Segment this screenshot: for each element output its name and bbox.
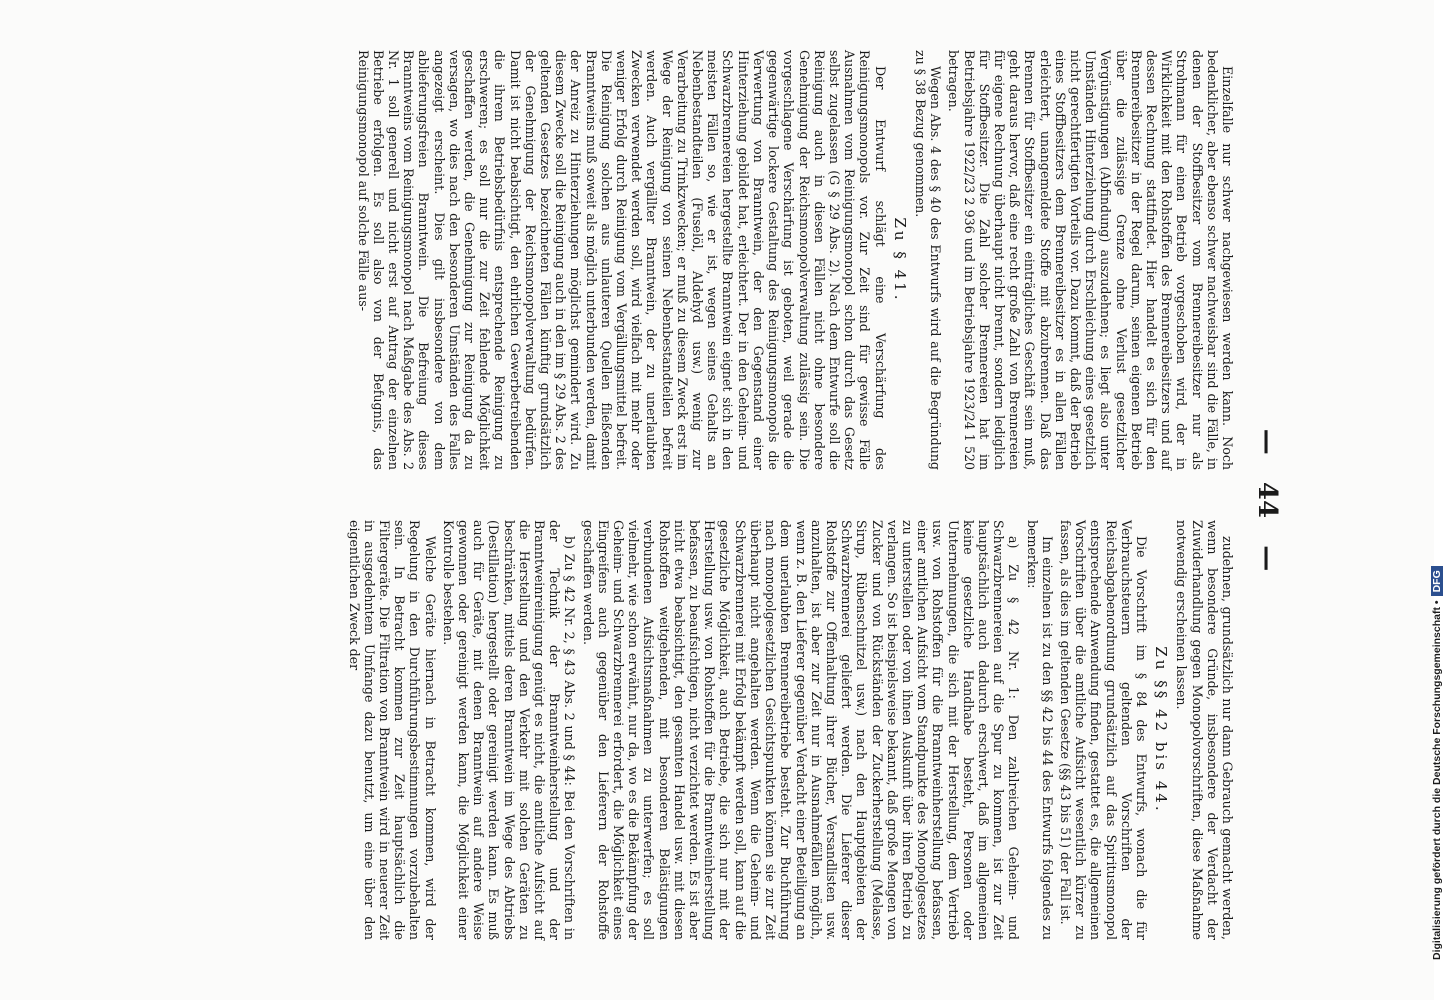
page-header — [1239, 50, 1295, 950]
section-heading: Zu § 41. — [890, 217, 909, 303]
page-number: 44 — [1252, 481, 1282, 519]
paragraph: zudehnen, grundsätzlich nur dann Gebrauch gemacht werden, wenn besondere Gründe, insbesondere der Verdacht der Zuwiderhandlung gegen Monopolvorschriften, diese Maßnahme notwendig erscheinen lassen. — [1174, 520, 1235, 940]
paragraph: Wegen Abs. 4 des § 40 des Entwurfs wird auf die Begründung zu § 38 Bezug genommen. — [912, 50, 944, 470]
right-column — [343, 520, 1235, 940]
dfg-logo: DFG — [1431, 566, 1443, 596]
paragraph: Der Entwurf schlägt eine Verschärfung des Reinigungsmonopols vor. Zur Zeit sind für gewisse Fälle Ausnahmen vom Reinigungsmonopol schon durch das Gesetz selbst zugelassen (G § 29 Abs. 2). Nach dem Entwurfe soll die Reinigung auch in diesen Fällen nicht ohne besondere Genehmigung der Reichsmonopolverwaltung zulässig sein. Die vorgeschlagene Verschärfung ist geboten, weil gerade die gegenwärtige lockere Gestaltung des Reinigungsmonopols die Verwertung von Branntwein, der den Gegenstand einer Hinterziehung gebildet hat, erleichtert. Der in den Geheim- und Schwarzbrennereien hergestellte Branntwein eignet sich in den meisten Fällen so, wie er ist, wegen seines Gehalts an Nebenbestandteilen (Fuselöl, Aldehyd usw.) wenig zur Verarbeitung zu Trinkzwecken; er muß zu diesem Zweck erst im Wege der Reinigung von seinen Nebenbestandteilen befreit werden. Auch vergällter Branntwein, der zu unerlaubten Zwecken verwendet werden soll, wird vielfach mit mehr oder weniger Erfolg durch Reinigung vom Vergällungsmittel befreit. Die Reinigung solchen aus unlauteren Quellen fließenden Branntweins muß soweit als möglich unterbunden werden, damit der Anreiz zu Hinterziehungen möglichst gemindert wird. Zu diesem Zwecke soll die Reinigung auch in den im § 29 Abs. 2 des geltenden Gesetzes bezeichneten Fällen künftig grundsätzlich der Genehmigung der Reichsmonopolverwaltung bedürfen. Damit ist nicht beabsichtigt, den ehrlichen Gewerbetreibenden die ihrem Betriebsbedürfnis entsprechende Reinigung zu erschweren; es soll nur die zur Zeit fehlende Möglichkeit geschaffen werden, die Genehmigung zur Reinigung da zu versagen, wo dies nach den besonderen Umständen des Falles angezeigt erscheint. Dies gilt insbesondere von dem ablieferungsfreien Branntwein. Die Befreiung dieses Branntweins vom Reinigungsmonopol nach Maßgabe des Abs. 2 Nr. 1 soll generell und nicht erst auf Antrag der einzelnen Betriebe erfolgen. Es soll also von der Befugnis, das Reinigungsmonopol auf solche Fälle aus- — [355, 50, 888, 470]
digitization-credit — [1413, 20, 1443, 980]
credit-text: Digitalisierung gefördert durch die Deutsche Forschungsgemeinschaft • — [1431, 600, 1443, 960]
paragraph: Welche Geräte hiernach in Betracht kommen, wird der Regelung in den Durchführungsbestimmungen vorzubehalten sein. In Betracht kommen zur Zeit hauptsächlich die Filtergeräte. Die Filtration von Branntwein wird in neuerer Zeit in ausgedehntem Umfange dazu benutzt, um eine über den eigentlichen Zweck der — [346, 520, 438, 940]
credit-text-block — [1431, 20, 1443, 960]
paragraph: Im einzelnen ist zu den §§ 42 bis 44 des Entwurfs folgendes zu bemerken: — [1024, 520, 1055, 940]
paragraph: b) Zu § 42 Nr. 2, § 43 Abs. 2 und § 44: Bei den Vorschriften in der Technik der Branntweinherstellung und der Branntweinreinigung genügt es nicht, die amtliche Aufsicht auf die Herstellung und den Verkehr mit solchen Geräten zu beschränken, mittels deren Branntwein im Wege des Abtriebs (Destillation) hergestellt oder gereinigt werden kann. Es muß auch für Geräte, mit denen Branntwein auf andere Weise gewonnen oder gereinigt werden kann, die Möglichkeit einer Kontrolle bestehen. — [440, 520, 578, 940]
header-dash-right: — — [1252, 545, 1282, 572]
header-dash-left: — — [1252, 428, 1282, 455]
section-heading: Zu §§ 42 bis 44. — [1152, 646, 1171, 814]
paragraph: Einzelfalle nur schwer nachgewiesen werden kann. Noch bedenklicher, aber ebenso schwer nachweisbar sind die Fälle, in denen der Stoffbesitzer vom Brennereibesitzer nur als Strohmann für einen Betrieb vorgeschoben wird, der in Wirklichkeit mit den Rohstoffen des Brennereibesitzers und auf dessen Rechnung stattfindet. Hier handelt es sich für den Brennereibesitzer in der Regel darum, seinen eigenen Betrieb über die zulässige Grenze ohne Verlust gesetzlicher Vergünstigungen (Abfindung) auszudehnen; es liegt also unter Umständen Hinterziehung durch Erschleichung eines gesetzlich nicht gerechtfertigten Vorteils vor. Dazu kommt, daß der Betrieb eines Stoffbesitzers dem Brennereibesitzer es in allen Fällen erleichtert, unangemeldete Stoffe mit abzubrennen. Daß das Brennen für Stoffbesitzer ein einträgliches Geschäft sein muß, geht daraus hervor, daß eine recht große Zahl von Brennereien für eigene Rechnung überhaupt nicht brennt, sondern lediglich für Stoffbesitzer. Die Zahl solcher Brennereien hat im Betriebsjahre 1922/23 2 936 und im Betriebsjahre 1923/24 1 520 betragen. — [946, 50, 1235, 470]
paragraph: Die Vorschrift im § 84 des Entwurfs, wonach die für Verbrauchsteuern geltenden Vorschriften der Reichsabgabenordnung grundsätzlich auf das Spiritusmonopol entsprechende Anwendung finden, gestattet es, die allgemeinen Vorschriften über die amtliche Aufsicht wesentlich kürzer zu fassen, als dies im geltenden Gesetze (§§ 43 bis 51) der Fall ist. — [1057, 520, 1149, 940]
left-column — [352, 50, 1235, 470]
paragraph: a) Zu § 42 Nr. 1: Den zahlreichen Geheim- und Schwarzbrennereien auf die Spur zu kommen, ist zur Zeit hauptsächlich auch dadurch erschwert, daß im allgemeinen keine gesetzliche Handhabe besteht, Personen oder Unternehmungen, die sich mit der Herstellung, dem Vertrieb usw. von Rohstoffen für die Branntweinherstellung befassen, einer amtlichen Aufsicht vom Standpunkte des Monopolgesetzes zu unterstellen oder von ihnen Auskunft über ihren Betrieb zu verlangen. So ist beispielsweise bekannt, daß große Mengen von Zucker und von Rückständen der Zuckerherstellung (Melasse, Sirup, Rübenschnitzel usw.) nach den Hauptgebieten der Schwarzbrennerei geliefert werden. Die Lieferer dieser Rohstoffe zur Offenhaltung ihrer Bücher, Versandlisten usw. anzuhalten, ist aber zur Zeit nur in Ausnahmefällen möglich, wenn z. B. den Lieferer gegenüber Verdacht einer Beteiligung an dem unerlaubten Brennereibetriebe besteht. Zur Buchführung nach monopolgesetzlichen Gesichtspunkten können sie zur Zeit überhaupt nicht angehalten werden. Wenn die Geheim- und Schwarzbrennerei mit Erfolg bekämpft werden soll, kann auf die gesetzliche Möglichkeit, auch Betriebe, die sich nur mit der Herstellung usw. von Rohstoffen für die Branntweinherstellung befassen, zu beaufsichtigen, nicht verzichtet werden. Es ist aber nicht etwa beabsichtigt, den gesamten Handel usw. mit diesen Rohstoffen weitgehenden, mit besonderen Belästigungen verbundenen Aufsichtsmaßnahmen zu unterwerfen; es soll vielmehr, wie schon erwähnt, nur da, wo es die Bekämpfung der Geheim- und Schwarzbrennerei erfordert, die Möglichkeit eines Eingreifens auch gegenüber den Lieferern der Rohstoffe geschaffen werden. — [580, 520, 1022, 940]
rotated-document-page — [115, 50, 1295, 950]
